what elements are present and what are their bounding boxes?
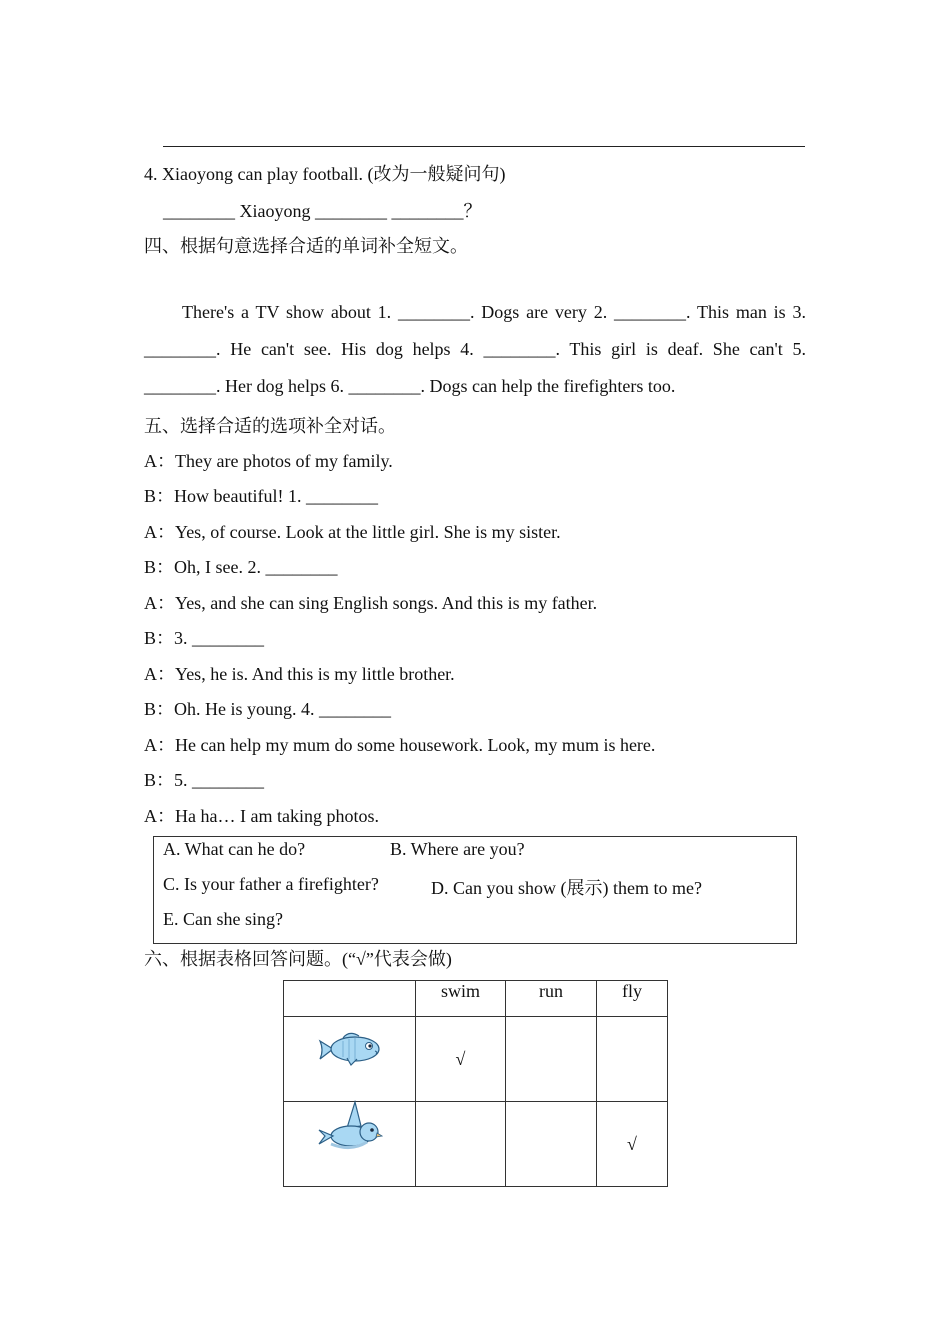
ability-table [283, 980, 668, 1187]
rewrite-item-4: 4. Xiaoyong can play football. (改为一般疑问句) [144, 164, 506, 184]
header-cell-swim: swim [416, 981, 506, 1017]
option-d: D. Can you show (展示) them to me? [431, 878, 702, 898]
dialogue-line: A：They are photos of my family. [144, 451, 393, 471]
dialogue-line: A：Yes, of course. Look at the little girl. She is my sister. [144, 522, 561, 542]
section-4-passage: There's a TV show about 1. ________. Dogs are very 2. ________. This man is 3. ________. He can't see. His dog helps 4. ________. This girl is deaf. She can't 5. ________. Her dog helps 6. ________. Dogs can help the firefighters too. [144, 302, 806, 396]
animal-cell [284, 1017, 416, 1102]
dialogue-line: A：He can help my mum do some housework. Look, my mum is here. [144, 735, 656, 755]
option-c: C. Is your father a firefighter? [163, 874, 379, 894]
cell-fly [597, 1017, 668, 1102]
dialogue-line: A：Yes, he is. And this is my little brother. [144, 664, 455, 684]
bird-icon [317, 1100, 383, 1158]
section-4-heading: 四、根据句意选择合适的单词补全短文。 [144, 236, 468, 256]
animal-cell [284, 1102, 416, 1187]
cell-swim: √ [416, 1017, 506, 1102]
section-5-heading: 五、选择合适的选项补全对话。 [144, 416, 396, 436]
dialogue-line: B：5. ________ [144, 770, 265, 790]
dialogue-line: A：Yes, and she can sing English songs. And this is my father. [144, 593, 598, 613]
option-a: A. What can he do? [163, 839, 306, 859]
header-cell-empty [284, 981, 416, 1017]
rewrite-item-4-answer: ________ Xiaoyong ________ ________？ [163, 201, 482, 221]
dialogue-line: B：3. ________ [144, 628, 265, 648]
cell-swim [416, 1102, 506, 1187]
option-b: B. Where are you? [390, 839, 525, 859]
dialogue-line: A：Ha ha… I am taking photos. [144, 806, 379, 826]
answer-line [163, 146, 805, 147]
section-6-heading: 六、根据表格回答问题。(“√”代表会做) [144, 949, 452, 969]
header-cell-fly: fly [597, 981, 668, 1017]
table-header-row [284, 981, 668, 1017]
table-row [284, 1017, 668, 1102]
header-cell-run: run [506, 981, 597, 1017]
option-e: E. Can she sing? [163, 909, 283, 929]
dialogue-line: B：How beautiful! 1. ________ [144, 486, 378, 506]
fish-icon [317, 1027, 383, 1071]
cell-run [506, 1102, 597, 1187]
dialogue-line: B：Oh. He is young. 4. ________ [144, 699, 391, 719]
table-row [284, 1102, 668, 1187]
dialogue-line: B：Oh, I see. 2. ________ [144, 557, 338, 577]
cell-run [506, 1017, 597, 1102]
cell-fly: √ [597, 1102, 668, 1187]
